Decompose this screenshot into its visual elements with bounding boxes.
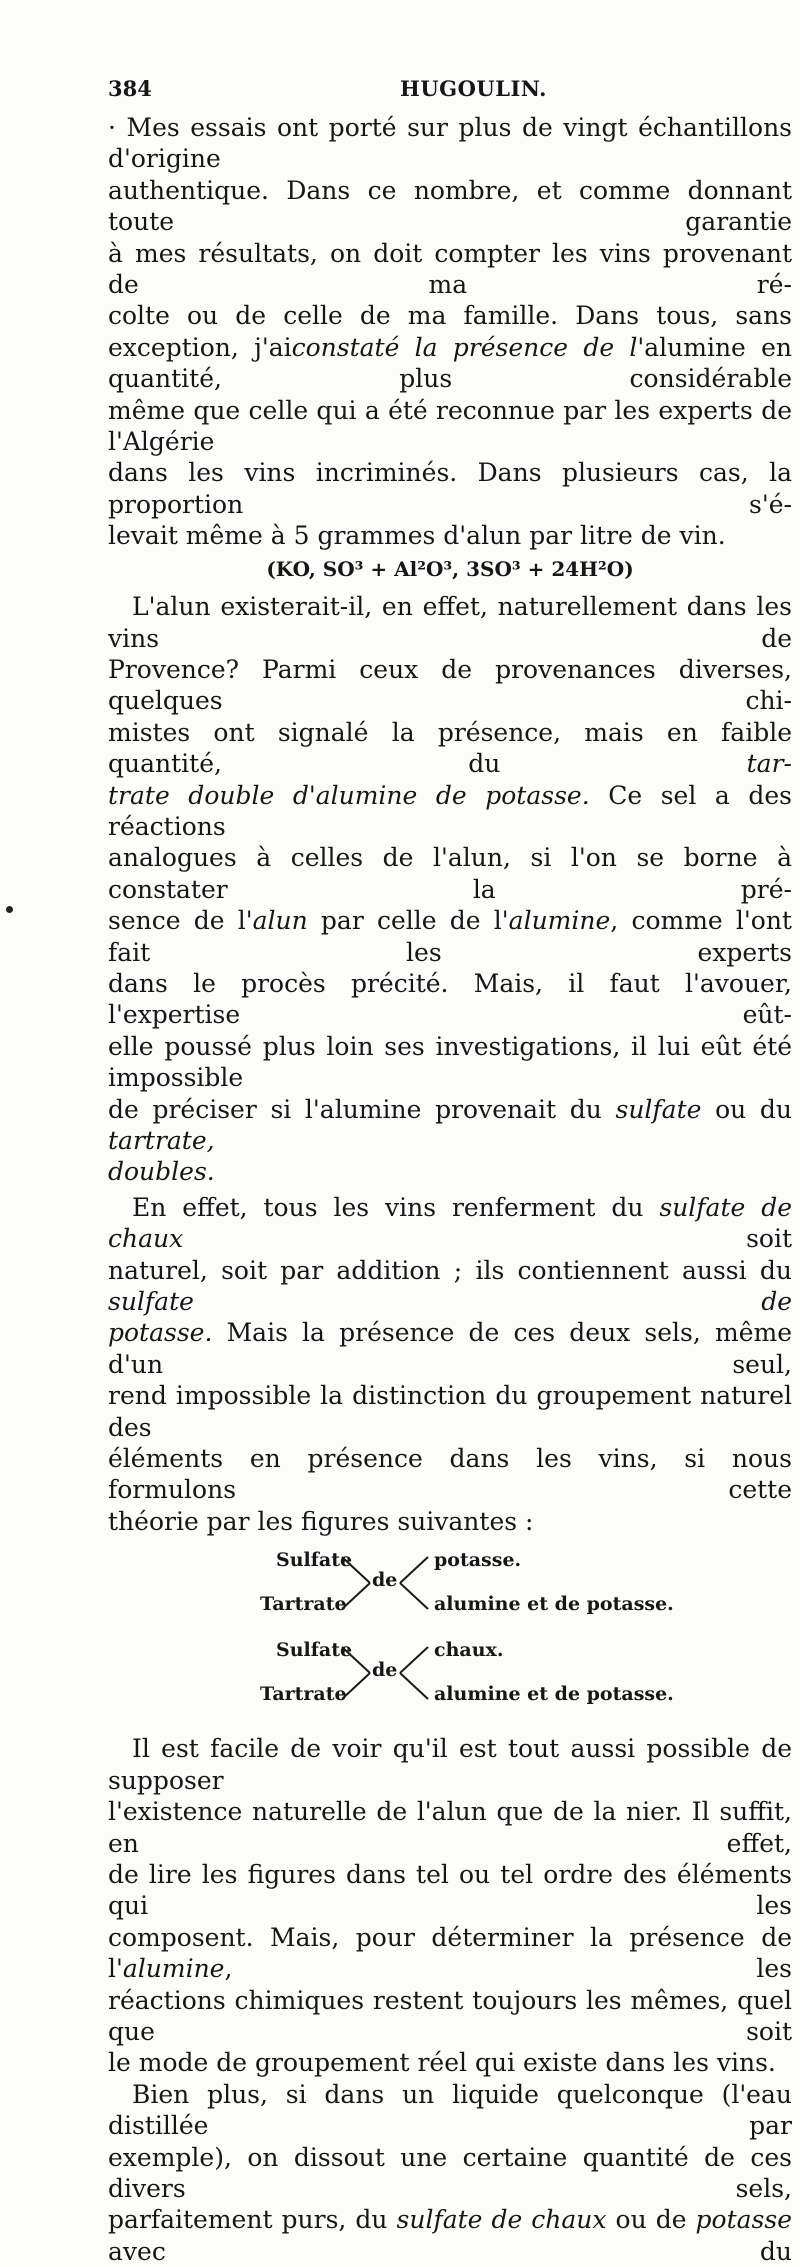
text-line: naturel, soit par addition ; ils contiennent aussi du sulfate de xyxy=(108,1255,792,1317)
margin-dot xyxy=(6,906,13,913)
text-line: mistes ont signalé la présence, mais en faible quantité, du tar- xyxy=(108,717,792,779)
running-header xyxy=(108,76,798,106)
scheme-figure-2 xyxy=(108,1635,792,1719)
text-line: · Mes essais ont porté sur plus de vingt échantillons d'origine xyxy=(108,113,792,174)
scheme-figure-1 xyxy=(108,1545,792,1629)
text-line: colte ou de celle de ma famille. Dans tous, sans exception, j'aiconstaté la présence de l'alumine en quantité, plus considérable xyxy=(108,301,793,394)
text-line: composent. Mais, pour déterminer la présence de l'alumine, les xyxy=(108,1922,792,1984)
text-line: elle poussé plus loin ses investigations, il lui eût été impossible xyxy=(108,1031,792,1093)
page-number: 384 xyxy=(108,76,152,101)
text-line: à mes résultats, on doit compter les vins provenant de ma ré- xyxy=(108,238,792,300)
scheme-right-top: chaux. xyxy=(434,1639,504,1662)
paragraph-5 xyxy=(108,2079,792,2267)
text-line: dans le procès précité. Mais, il faut l'avouer, l'expertise eût- xyxy=(108,968,792,1030)
scheme-left-top: Sulfate xyxy=(276,1549,353,1572)
text-line: l'existence naturelle de l'alun que de la nier. Il suffit, en effet, xyxy=(108,1797,792,1858)
scheme-left-top: Sulfate xyxy=(276,1639,353,1662)
text-line: parfaitement purs, du sulfate de chaux ou de potasse avec du xyxy=(108,2205,792,2266)
text-line: rend impossible la distinction du groupement naturel des xyxy=(108,1381,792,1442)
scheme-right-bottom: alumine et de potasse. xyxy=(434,1683,674,1706)
text-line: sence de l'alun par celle de l'alumine, comme l'ont fait les experts xyxy=(108,906,792,967)
body-text xyxy=(108,112,792,2267)
text-line: Bien plus, si dans un liquide quelconque (l'eau distillée par xyxy=(108,2079,792,2141)
chemical-formula: (KO, SO³ + Al²O³, 3SO³ + 24H²O) xyxy=(266,556,634,581)
scheme-middle: de xyxy=(372,1659,398,1682)
text-line: réactions chimiques restent toujours les mêmes, quel que soit xyxy=(108,1985,792,2046)
text-line: levait même à 5 grammes d'alun par litre de vin. xyxy=(108,521,726,551)
paragraph-1 xyxy=(108,112,792,552)
scheme-middle: de xyxy=(372,1569,398,1592)
text-line: L'alun existerait-il, en effet, naturellement dans les vins de xyxy=(108,592,792,653)
text-line: exemple), on dissout une certaine quantité de ces divers sels, xyxy=(108,2142,792,2203)
text-line: même que celle qui a été reconnue par les experts de l'Algérie xyxy=(108,395,792,457)
text-line: potasse. Mais la présence de ces deux sels, même d'un seul, xyxy=(108,1318,792,1379)
text-line: doubles. xyxy=(108,1157,215,1187)
text-line: authentique. Dans ce nombre, et comme donnant toute garantie xyxy=(108,175,792,237)
paragraph-3 xyxy=(108,1192,792,1537)
running-title: HUGOULIN. xyxy=(400,76,547,101)
text-line: Provence? Parmi ceux de provenances diverses, quelques chi- xyxy=(108,654,792,716)
paragraph-2 xyxy=(108,591,792,1188)
text-line: de lire les figures dans tel ou tel ordre des éléments qui les xyxy=(108,1859,792,1921)
scheme-right-bottom: alumine et de potasse. xyxy=(434,1593,674,1616)
scheme-left-bottom: Tartrate xyxy=(260,1683,347,1706)
text-line: trate double d'alumine de potasse. Ce sel a des réactions xyxy=(108,780,792,841)
text-line: analogues à celles de l'alun, si l'on se borne à constater la pré- xyxy=(108,843,792,904)
text-line: dans les vins incriminés. Dans plusieurs cas, la proportion s'é- xyxy=(108,458,792,519)
text-line: En effet, tous les vins renferment du sulfate de chaux soit xyxy=(108,1192,792,1254)
text-line: Il est facile de voir qu'il est tout aussi possible de supposer xyxy=(108,1734,792,1795)
text-line: éléments en présence dans les vins, si nous formulons cette xyxy=(108,1444,792,1505)
text-line: théorie par les figures suivantes : xyxy=(108,1506,534,1536)
text-line: le mode de groupement réel qui existe dans les vins. xyxy=(108,2048,776,2078)
italic-term: constaté la présence de l' xyxy=(291,332,645,362)
scheme-right-top: potasse. xyxy=(434,1549,522,1572)
scheme-left-bottom: Tartrate xyxy=(260,1593,347,1616)
text-line: de préciser si l'alumine provenait du sulfate ou du tartrate, xyxy=(108,1094,793,1155)
paragraph-4 xyxy=(108,1733,792,2078)
